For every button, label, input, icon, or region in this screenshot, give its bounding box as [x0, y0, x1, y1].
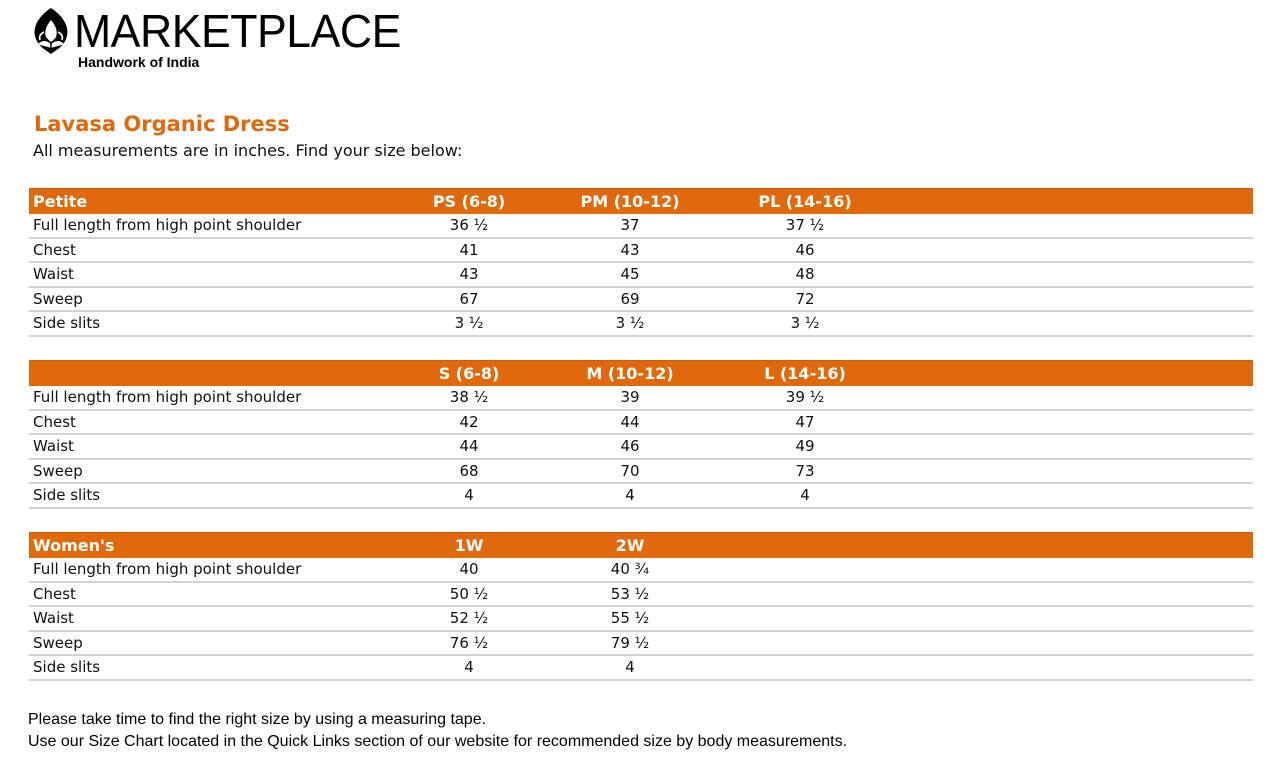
table-row: Side slits 4 4 4: [29, 484, 1253, 509]
page-subtitle: All measurements are in inches. Find your size below:: [33, 141, 463, 160]
table-row: Chest 50 ½ 53 ½: [29, 583, 1253, 608]
row-label: Side slits: [33, 486, 101, 504]
brand-logo: [28, 2, 401, 72]
table-row: Waist 44 46 49: [29, 435, 1253, 460]
row-label: Waist: [33, 609, 74, 627]
table-row: Sweep 68 70 73: [29, 460, 1253, 485]
row-label: Sweep: [33, 633, 83, 652]
table-header: Petite PS (6-8) PM (10-12) PL (14-16): [29, 188, 1253, 214]
row-label: Chest: [33, 412, 76, 431]
row-label: Chest: [33, 240, 76, 259]
leaf-pot-icon: [30, 6, 72, 56]
table-row: Sweep 67 69 72: [29, 288, 1253, 313]
page-title: Lavasa Organic Dress: [34, 112, 290, 136]
table-row: Side slits 3 ½ 3 ½ 3 ½: [29, 312, 1253, 337]
row-label: Full length from high point shoulder: [33, 216, 302, 234]
size-table-petite: [29, 188, 1253, 337]
brand-name: MARKETPLACE: [74, 5, 401, 57]
brand-tagline: Handwork of India: [78, 54, 200, 70]
table-header-label: Women's: [33, 536, 115, 555]
row-label: Waist: [33, 265, 74, 283]
row-label: Chest: [33, 584, 76, 603]
row-label: Waist: [33, 437, 74, 455]
table-row: Waist 52 ½ 55 ½: [29, 607, 1253, 632]
table-header: S (6-8) M (10-12) L (14-16): [29, 360, 1253, 386]
row-label: Full length from high point shoulder: [33, 388, 302, 406]
row-label: Side slits: [33, 658, 101, 676]
footer-note-measuring: Please take time to find the right size by using a measuring tape.: [28, 711, 487, 728]
table-row: Full length from high point shoulder 40 40 ¾: [29, 558, 1253, 583]
table-row: Chest 42 44 47: [29, 411, 1253, 436]
size-table-womens: [29, 532, 1253, 681]
row-label: Sweep: [33, 461, 83, 480]
row-label: Side slits: [33, 314, 101, 332]
table-header-label: Petite: [33, 192, 88, 211]
table-row: Side slits 4 4: [29, 656, 1253, 681]
table-row: Full length from high point shoulder 36 ½ 37 37 ½: [29, 214, 1253, 239]
table-row: Waist 43 45 48: [29, 263, 1253, 288]
row-label: Full length from high point shoulder: [33, 560, 302, 578]
table-header: Women's 1W 2W: [29, 532, 1253, 558]
footer-note-size-chart: Use our Size Chart located in the Quick Links section of our website for recommended size by body measurements.: [28, 733, 848, 750]
size-table-regular: [29, 360, 1253, 509]
table-row: Sweep 76 ½ 79 ½: [29, 632, 1253, 657]
table-row: Chest 41 43 46: [29, 239, 1253, 264]
row-label: Sweep: [33, 289, 83, 308]
table-row: Full length from high point shoulder 38 ½ 39 39 ½: [29, 386, 1253, 411]
